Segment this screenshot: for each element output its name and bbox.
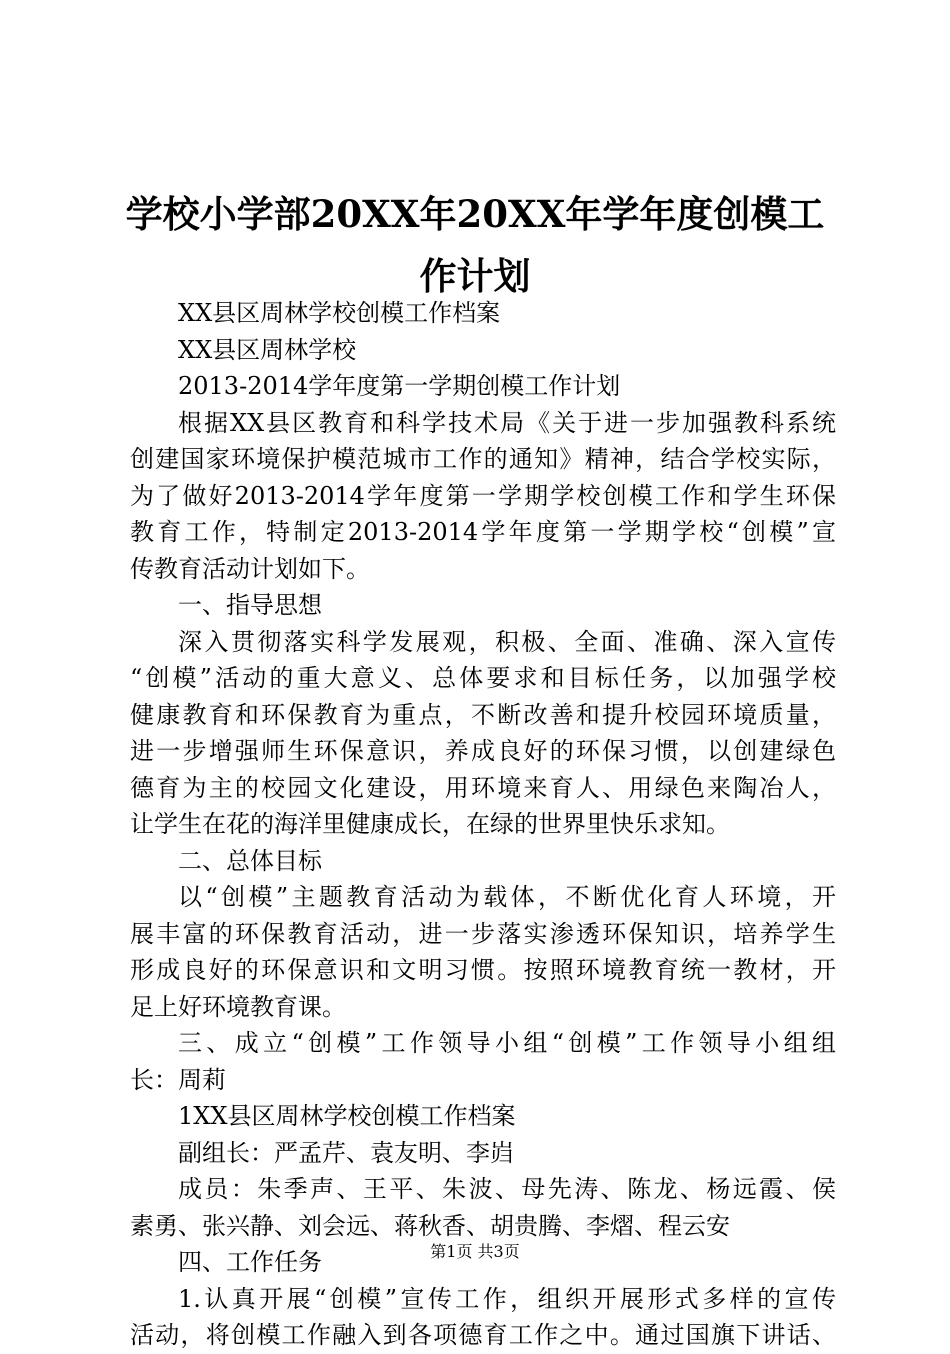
paragraph-line: 二、总体目标 (178, 846, 322, 875)
paragraph-line: 展丰富的环保教育活动，进一步落实渗透环保知识，培养学生 (130, 919, 836, 948)
paragraph-line: XX县区周林学校 (178, 335, 357, 364)
paragraph-line: 四、工作任务 (178, 1248, 322, 1276)
paragraph-line: 形成良好的环保意识和文明习惯。按照环境教育统一教材，开 (130, 956, 836, 984)
paragraph-line: 为了做好2013-2014学年度第一学期学校创模工作和学生环保 (130, 481, 836, 510)
paragraph-line: 让学生在花的海洋里健康成长，在绿的世界里快乐求知。 (130, 810, 730, 838)
paragraph-line: 德育为主的校园文化建设，用环境来育人、用绿色来陶冶人， (130, 773, 836, 802)
paragraph-line: XX县区周林学校创模工作档案 (178, 299, 501, 327)
paragraph-line: 副组长：严孟芹、袁友明、李岿 (178, 1138, 514, 1167)
paragraph-line: “创模”活动的重大意义、总体要求和目标任务，以加强学校 (130, 664, 836, 692)
paragraph-line: 长：周莉 (130, 1065, 226, 1094)
paragraph-line: 活动，将创模工作融入到各项德育工作之中。通过国旗下讲话、 (130, 1321, 836, 1349)
document-title: 学校小学部20XX年20XX年学年度创模工作计划 (125, 192, 825, 298)
paragraph-line: 2013-2014学年度第一学期创模工作计划 (178, 372, 621, 400)
paragraph-line: 深入贯彻落实科学发展观，积极、全面、准确、深入宣传 (178, 627, 836, 656)
document-body (130, 295, 836, 1354)
paragraph-line: 足上好环境教育课。 (130, 992, 346, 1021)
paragraph-line: 三、成立“创模”工作领导小组“创模”工作领导小组组 (178, 1029, 836, 1057)
paragraph-line: 根据XX县区教育和科学技术局《关于进一步加强教科系统 (178, 408, 836, 437)
paragraph-line: 1.认真开展“创模”宣传工作，组织开展形式多样的宣传 (178, 1284, 836, 1313)
paragraph-line: 健康教育和环保教育为重点，不断改善和提升校园环境质量， (130, 700, 836, 729)
paragraph-line: 创建国家环境保护模范城市工作的通知》精神，结合学校实际， (130, 445, 836, 473)
paragraph-line: 1XX县区周林学校创模工作档案 (178, 1102, 516, 1130)
paragraph-line: 一、指导思想 (178, 591, 322, 619)
paragraph-line: 教育工作，特制定2013-2014学年度第一学期学校“创模”宣 (130, 518, 836, 546)
paragraph-line: 成员：朱季声、王平、朱波、母先涛、陈龙、杨远霞、侯 (178, 1175, 836, 1203)
page-footer: 第1页 共3页 (430, 1242, 520, 1261)
paragraph-line: 以“创模”主题教育活动为载体，不断优化育人环境，开 (178, 883, 836, 911)
paragraph-line: 进一步增强师生环保意识，养成良好的环保习惯，以创建绿色 (130, 737, 836, 765)
paragraph-line: 传教育活动计划如下。 (130, 554, 370, 583)
paragraph-line: 素勇、张兴静、刘会远、蒋秋香、胡贵腾、李熠、程云安 (130, 1211, 730, 1240)
